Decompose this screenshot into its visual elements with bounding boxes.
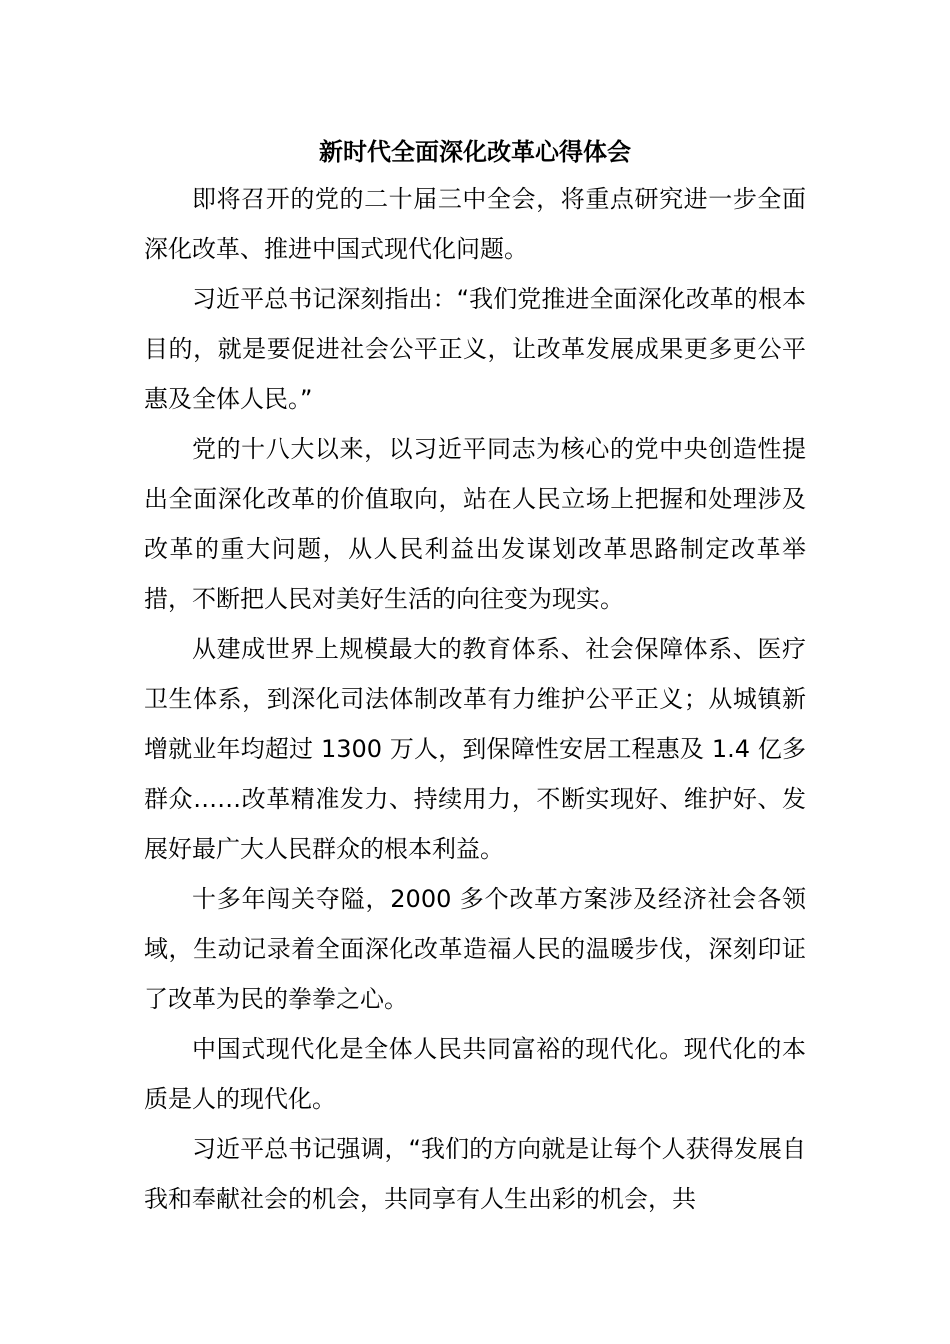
document-title: 新时代全面深化改革心得体会 <box>319 138 631 166</box>
paragraph-6: 中国式现代化是全体人民共同富裕的现代化。现代化的本质是人的现代化。 <box>144 1035 806 1113</box>
paragraph-3: 党的十八大以来，以习近平同志为核心的党中央创造性提出全面深化改革的价值取向，站在人民立场上把握和处理涉及改革的重大问题，从人民利益出发谋划改革思路制定改革举措，不断把人民对美好生活的向往变为现实。 <box>144 435 806 613</box>
paragraph-1: 即将召开的党的二十届三中全会，将重点研究进一步全面深化改革、推进中国式现代化问题。 <box>144 185 806 263</box>
paragraph-7: 习近平总书记强调，“我们的方向就是让每个人获得发展自我和奉献社会的机会，共同享有人生出彩的机会，共 <box>144 1135 806 1213</box>
paragraph-2: 习近平总书记深刻指出：“我们党推进全面深化改革的根本目的，就是要促进社会公平正义，让改革发展成果更多更公平惠及全体人民。” <box>144 285 806 413</box>
paragraph-5: 十多年闯关夺隘，2000 多个改革方案涉及经济社会各领域，生动记录着全面深化改革造福人民的温暖步伐，深刻印证了改革为民的拳拳之心。 <box>144 885 806 1013</box>
document-body <box>144 174 806 1224</box>
paragraph-4: 从建成世界上规模最大的教育体系、社会保障体系、医疗卫生体系，到深化司法体制改革有力维护公平正义；从城镇新增就业年均超过 1300 万人，到保障性安居工程惠及 1.4 亿多群众……改革精准发力、持续用力，不断实现好、维护好、发展好最广大人民群众的根本利益。 <box>144 635 806 863</box>
